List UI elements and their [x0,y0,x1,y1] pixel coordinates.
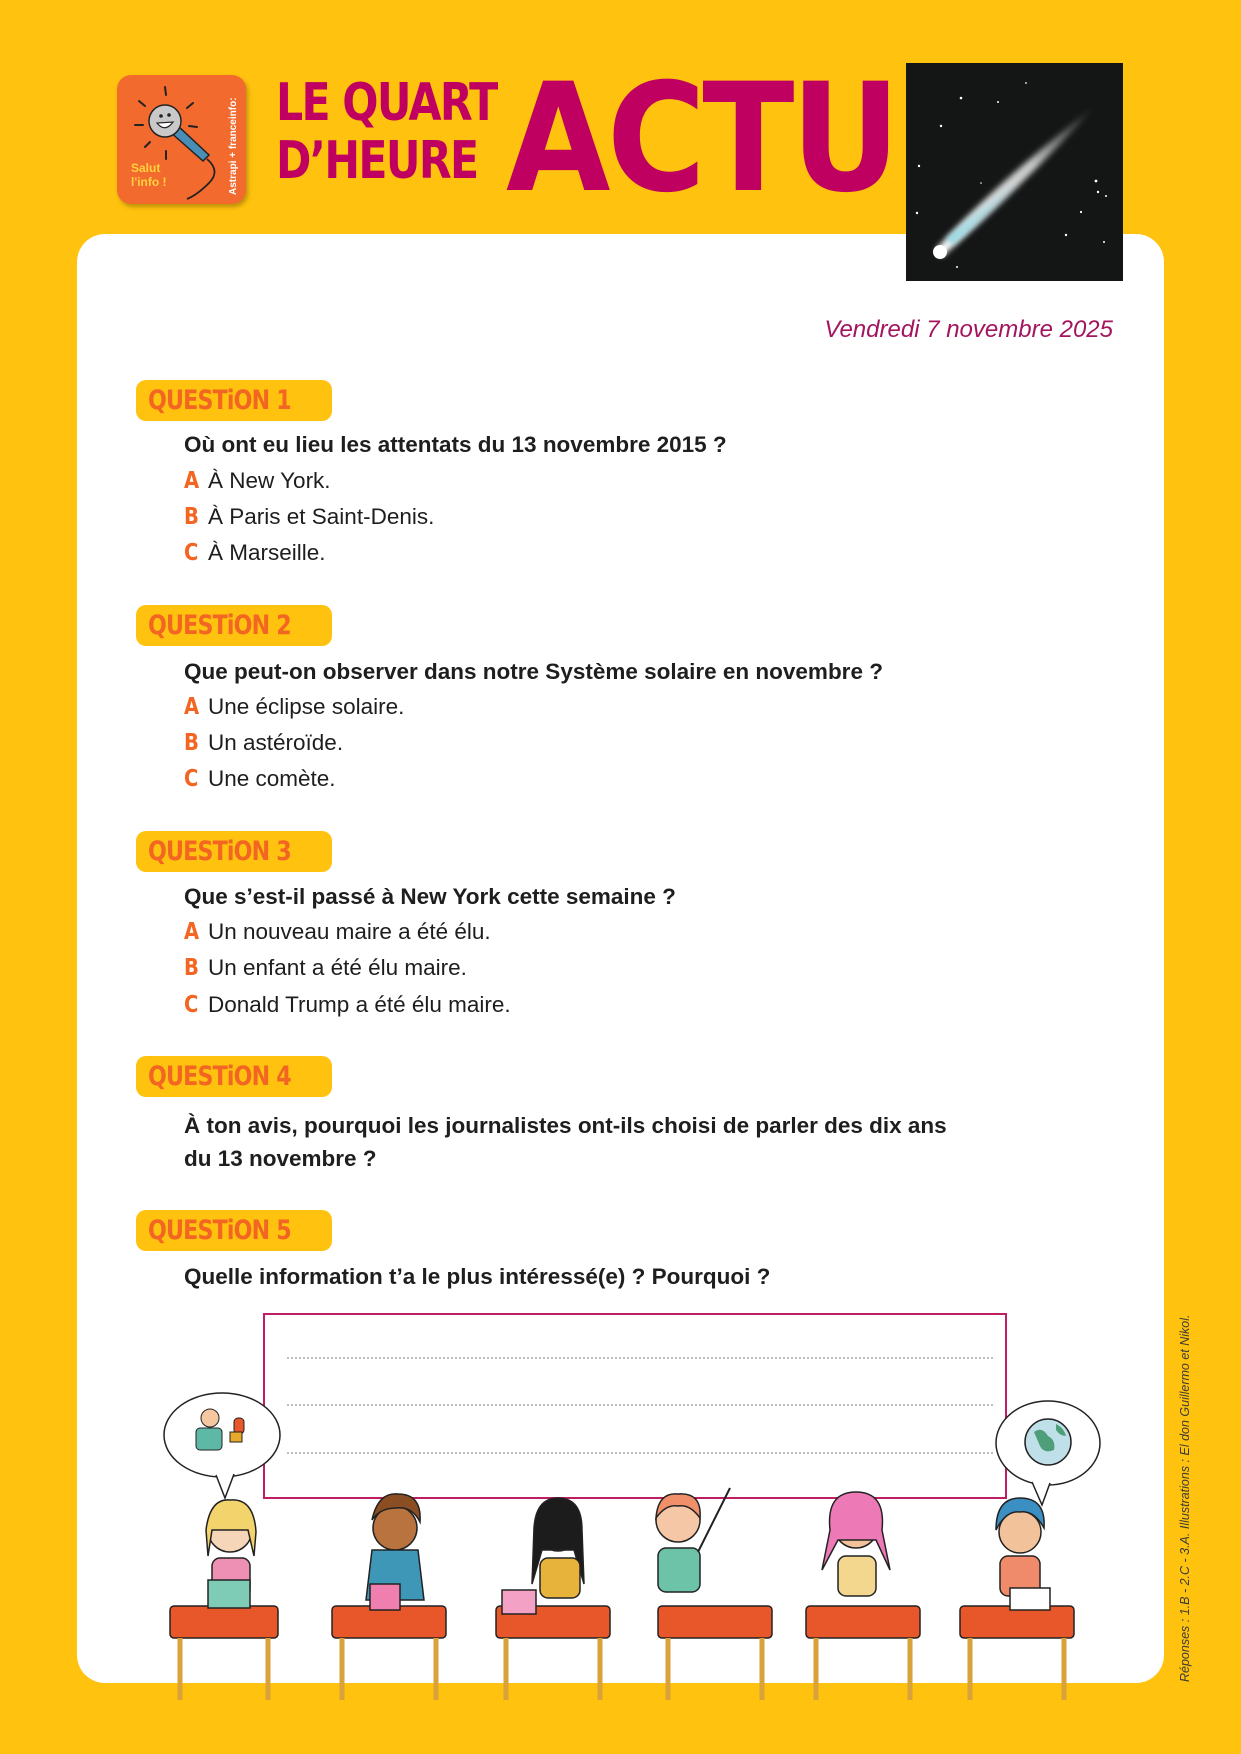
question-3-badge [136,831,332,872]
title-actu: ACTU [506,52,897,226]
question-4-badge [136,1056,332,1097]
question-5-text: Quelle information t’a le plus intéressé(e) ? Pourquoi ? [184,1264,771,1289]
answer-option[interactable] [184,692,404,722]
logo-tagline [131,161,167,189]
question-2-text: Que peut-on observer dans notre Système solaire en novembre ? [184,659,883,684]
comet-image [906,63,1123,281]
title-le-quart-dheure [276,74,497,190]
answer-text: Donald Trump a été élu maire. [208,992,511,1017]
answer-letter-a: A [184,919,200,945]
answer-option[interactable] [184,953,467,983]
answer-text: Un nouveau maire a été élu. [208,919,491,944]
answer-letter-c: C [184,766,199,792]
question-5-label: QUESTiON 5 [148,1215,291,1246]
answer-option[interactable] [184,917,491,947]
answer-letter-a: A [184,468,200,494]
answer-text: À New York. [208,468,331,493]
answer-option[interactable] [184,502,434,532]
answer-text: À Marseille. [208,540,326,565]
answer-text: Une éclipse solaire. [208,694,405,719]
answers-and-credits: Réponses : 1.B - 2.C - 3.A. Illustrations : El don Guillermo et Nikol. [1178,1314,1192,1682]
answer-option[interactable] [184,728,343,758]
question-1-label: QUESTiON 1 [148,385,291,416]
question-3-label: QUESTiON 3 [148,836,291,867]
salut-linfo-logo [117,75,246,204]
question-1-text: Où ont eu lieu les attentats du 13 novembre 2015 ? [184,432,727,457]
speech-bubble-reporter-icon [164,1393,280,1498]
question-2-badge [136,605,332,646]
title-line-1: LE QUART [276,73,497,133]
speech-bubble-globe-icon [996,1401,1100,1505]
question-2-label: QUESTiON 2 [148,610,291,641]
answer-option[interactable] [184,466,331,496]
answer-letter-b: B [184,730,199,756]
answer-option[interactable] [184,990,511,1020]
answer-text: À Paris et Saint-Denis. [208,504,435,529]
question-1-badge [136,380,332,421]
question-4-line-2: du 13 novembre ? [184,1146,377,1171]
issue-date: Vendredi 7 novembre 2025 [824,316,1113,343]
answer-option[interactable] [184,538,326,568]
answer-letter-c: C [184,992,199,1018]
writing-line[interactable] [287,1357,993,1359]
answer-letter-b: B [184,504,199,530]
question-4-text [184,1109,1014,1175]
tagline-line-1: Salut [131,161,161,175]
students-illustration [150,1380,1110,1720]
question-4-label: QUESTiON 4 [148,1061,291,1092]
question-5-badge [136,1210,332,1251]
logo-brand: Astrapi + franceinfo: [228,97,239,195]
answer-letter-b: B [184,955,199,981]
answer-text: Un enfant a été élu maire. [208,955,467,980]
question-4-line-1: À ton avis, pourquoi les journalistes ont-ils choisi de parler des dix ans [184,1113,947,1138]
answer-letter-c: C [184,540,199,566]
answer-option[interactable] [184,764,336,794]
answer-letter-a: A [184,694,200,720]
question-3-text: Que s’est-il passé à New York cette semaine ? [184,884,676,909]
answer-text: Un astéroïde. [208,730,344,755]
title-line-2: D’HEURE [276,131,478,191]
answer-text: Une comète. [208,766,336,791]
tagline-line-2: l'info ! [131,175,167,189]
